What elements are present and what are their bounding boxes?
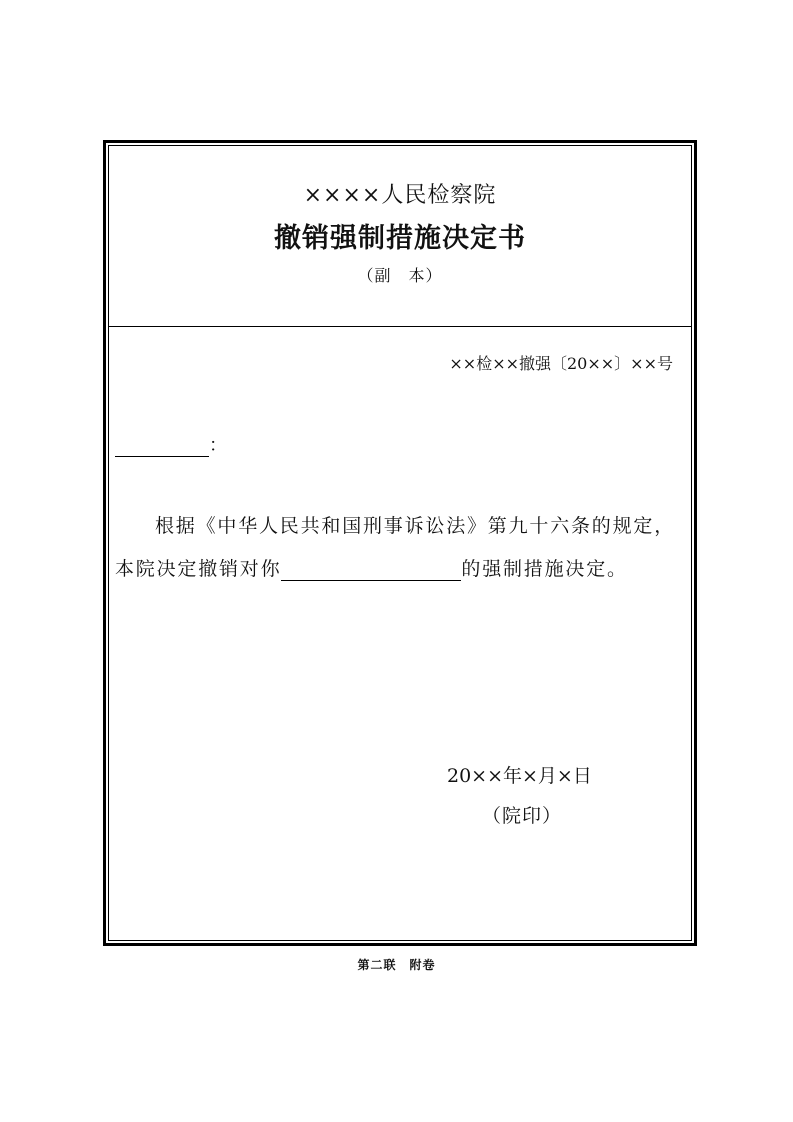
document-title: 撤销强制措施决定书 bbox=[274, 223, 526, 254]
signature-date: 20××年×月×日 bbox=[447, 765, 592, 787]
body-paragraph-line-2 bbox=[115, 554, 628, 581]
copy-mark: （副 本） bbox=[357, 266, 443, 285]
addressee-blank[interactable] bbox=[115, 438, 209, 457]
measure-blank[interactable] bbox=[281, 562, 461, 581]
addressee-line bbox=[115, 431, 227, 457]
copy-footer: 第二联 附卷 bbox=[357, 958, 436, 972]
body-text-before-blank: 本院决定撤销对你 bbox=[115, 558, 282, 580]
document-frame bbox=[103, 140, 697, 946]
document-number: ××检××撤强〔20××〕××号 bbox=[449, 354, 673, 373]
header-divider bbox=[109, 326, 691, 327]
seal-mark: （院印） bbox=[482, 805, 563, 827]
procuratorate-name: ××××人民检察院 bbox=[303, 183, 497, 208]
body-paragraph-line-1: 根据《中华人民共和国刑事诉讼法》第九十六条的规定， bbox=[155, 515, 676, 537]
body-text-after-blank: 的强制措施决定。 bbox=[461, 558, 628, 580]
document-inner-frame bbox=[108, 145, 692, 941]
addressee-colon: ： bbox=[209, 435, 227, 456]
